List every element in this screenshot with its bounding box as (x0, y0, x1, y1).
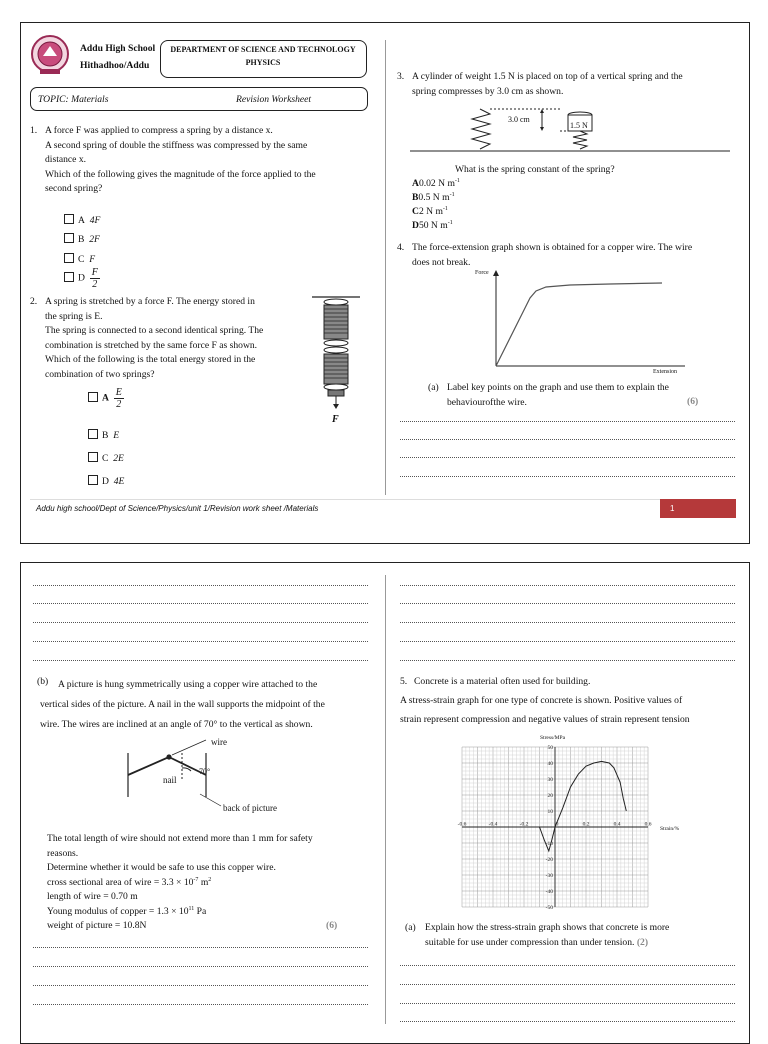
answer-line[interactable] (400, 585, 735, 586)
young-modulus-value: Young modulus of copper = $1.3 \times 10^{11}$ Pa (47, 905, 207, 917)
answer-line[interactable] (400, 622, 735, 623)
weight-value: weight of picture = 10.8N (47, 920, 147, 931)
answer-line[interactable] (33, 641, 368, 642)
answer-line[interactable] (400, 476, 735, 477)
answer-line[interactable] (33, 622, 368, 623)
answer-line[interactable] (33, 603, 368, 604)
q3-number: 3. (397, 71, 405, 82)
q2-line: combination is stretched by the same force F as shown. (45, 339, 258, 351)
q2-line: the spring is E. (45, 310, 103, 322)
q1-option-b[interactable]: B 2F (64, 233, 100, 248)
q2-option-d[interactable]: D 4E (88, 475, 124, 490)
x-tick-label: -0.4 (488, 821, 498, 828)
answer-line[interactable] (400, 1021, 735, 1022)
q1-text (45, 124, 365, 197)
department-title: DEPARTMENT OF SCIENCE AND TECHNOLOGY (170, 45, 356, 54)
x-tick-label: -0.2 (519, 821, 529, 828)
graph-y-label: Force (475, 270, 489, 276)
q1-option-d[interactable]: D $\frac{F}{2}$ (64, 267, 100, 290)
answer-line[interactable] (33, 660, 368, 661)
answer-line[interactable] (400, 457, 735, 458)
q4-part-a-line: Label key points on the graph and use them to explain the (447, 382, 669, 393)
y-tick-label: -30 (545, 873, 553, 879)
checkbox[interactable] (88, 452, 98, 462)
q3-question: What is the spring constant of the spring? (455, 164, 615, 175)
y-tick-label: 30 (547, 777, 553, 783)
answer-line[interactable] (33, 1004, 368, 1005)
x-tick-label: 0.6 (644, 821, 652, 828)
q3-option-d[interactable]: D50 N $m^{-1}$ (412, 219, 453, 231)
answer-line[interactable] (400, 965, 735, 966)
graph-x-label: Extension (653, 369, 677, 375)
q2-option-a[interactable]: A $\frac{E}{2}$ (88, 387, 124, 410)
x-tick-label: 0.4 (613, 821, 621, 828)
area-value: cross sectional area of wire = $3.3 \times 10^{-7}$ $m^2$ (47, 876, 212, 888)
y-tick-label: 40 (547, 761, 553, 767)
part-b-info-line: The total length of wire should not extend more than 1 mm for safety (47, 833, 313, 844)
x-tick-label: -0.6 (457, 821, 467, 828)
q5-line-3: strain represent compression and negative values of strain represent tension (400, 714, 690, 725)
answer-line[interactable] (400, 421, 735, 422)
q3-option-a[interactable]: A0.02 N $m^{-1}$ (412, 177, 460, 189)
checkbox[interactable] (88, 475, 98, 485)
part-b-info (47, 832, 367, 934)
part-b-line: A picture is hung symmetrically using a copper wire attached to the (58, 679, 318, 690)
q1-line: A second spring of double the stiffness was compressed by the same (45, 139, 308, 151)
q4-line: The force-extension graph shown is obtained for a copper wire. The wire (412, 242, 693, 253)
worksheet-type: Revision Worksheet (236, 94, 312, 105)
q5-part-a-line: suitable for use under compression than under tension. (2) (425, 936, 649, 948)
answer-line[interactable] (33, 947, 368, 948)
fraction: $\frac{F}{2}$ (91, 267, 98, 290)
q3-option-c[interactable]: C2 N $m^{-1}$ (412, 205, 448, 217)
q4-number: 4. (397, 242, 405, 253)
school-name: Addu High School (80, 43, 156, 54)
answer-line[interactable] (400, 603, 735, 604)
q3-option-b[interactable]: B0.5 N $m^{-1}$ (412, 191, 455, 203)
page1-column-divider (385, 40, 386, 495)
part-b-info-line: Determine whether it would be safe to use this copper wire. (47, 862, 276, 873)
q2-line: Which of the following is the total energy stored in the (45, 354, 256, 365)
q1-line: second spring? (45, 183, 103, 194)
q3-line: spring compresses by 3.0 cm as shown. (412, 85, 564, 97)
school-location: Hithadhoo/Addu (80, 60, 150, 71)
y-tick-label: -10 (545, 841, 553, 847)
fraction: $\frac{E}{2}$ (115, 387, 122, 410)
y-tick-label: -40 (545, 889, 553, 895)
q4-part-a-text (447, 381, 727, 410)
x-tick-label: 0 (555, 821, 559, 828)
q1-line: Which of the following gives the magnitude of the force applied to the (45, 168, 316, 180)
length-value: length of wire = 0.70 m (47, 891, 138, 902)
q4-text (412, 241, 742, 270)
checkbox[interactable] (88, 429, 98, 439)
part-b-marks: (6) (326, 920, 338, 931)
q1-number: 1. (30, 125, 38, 136)
q2-option-b[interactable]: B E (88, 429, 119, 444)
q2-line: combination of two springs? (45, 368, 155, 380)
angle-label: 70° (199, 767, 211, 776)
q2-option-c[interactable]: C 2E (88, 452, 124, 467)
force-extension-graph (490, 268, 690, 370)
q2-line: The spring is connected to a second identical spring. The (45, 325, 264, 336)
school-logo (30, 34, 70, 76)
checkbox[interactable] (64, 233, 74, 243)
part-b-line: vertical sides of the picture. A nail in the wall supports the midpoint of the (40, 699, 325, 710)
checkbox[interactable] (64, 253, 74, 263)
q4-part-a-marks: (6) (687, 396, 699, 407)
chart-y-axis-label: Stress/MPa (540, 735, 566, 741)
q3-text (412, 70, 742, 99)
force-label: F (332, 414, 339, 425)
x-tick-label: 0.2 (582, 821, 590, 828)
y-tick-label: 20 (547, 793, 553, 799)
checkbox[interactable] (64, 214, 74, 224)
q5-part-a-marks: (2) (636, 936, 649, 948)
q4-line: does not break. (412, 256, 471, 268)
q5-part-a-text (425, 921, 740, 950)
answer-line[interactable] (33, 966, 368, 967)
q1-line: distance x. (45, 154, 87, 165)
subject-title: PHYSICS (245, 58, 281, 67)
answer-line[interactable] (33, 585, 368, 586)
answer-line[interactable] (400, 1003, 735, 1004)
q2-line: A spring is stretched by a force F. The energy stored in (45, 296, 255, 307)
stress-strain-chart (450, 735, 690, 915)
q1-option-c[interactable]: C F (64, 253, 95, 268)
nail-label: nail (163, 775, 177, 785)
answer-line[interactable] (33, 985, 368, 986)
back-of-picture-label: back of picture (223, 803, 277, 813)
q5-part-a-label: (a) (405, 922, 416, 933)
answer-line[interactable] (400, 641, 735, 642)
page2-column-divider (385, 575, 386, 1024)
q3-weight-label: 1.5 N (570, 121, 588, 130)
answer-line[interactable] (400, 660, 735, 661)
y-tick-label: -50 (545, 905, 553, 911)
checkbox[interactable] (88, 392, 98, 402)
chart-x-axis-label: Strain/% (660, 826, 680, 832)
page-number-badge (660, 499, 736, 518)
part-b-line: wire. The wires are inclined at an angle of 70° to the vertical as shown. (40, 719, 313, 730)
part-b-text (40, 675, 375, 735)
checkbox[interactable] (64, 272, 74, 282)
page-number: 1 (670, 504, 675, 513)
part-b-info-line: reasons. (47, 847, 79, 859)
footer-rule (30, 499, 660, 500)
q3-distance-label: 3.0 cm (508, 115, 530, 124)
topic: TOPIC: Materials (38, 94, 109, 105)
answer-line[interactable] (400, 439, 735, 440)
y-tick-label: 50 (547, 745, 553, 751)
q1-line: A force F was applied to compress a spring by a distance x. (45, 125, 273, 136)
answer-line[interactable] (400, 984, 735, 985)
q2-text (45, 295, 315, 382)
footer-text: Addu high school/Dept of Science/Physics/unit 1/Revision work sheet /Materials (36, 504, 319, 513)
wire-label: wire (211, 737, 227, 747)
y-tick-label: 10 (547, 809, 553, 815)
q5-line-2: A stress-strain graph for one type of concrete is shown. Positive values of (400, 695, 683, 706)
q5-number: 5. (400, 676, 408, 687)
y-tick-label: -20 (545, 857, 553, 863)
part-b-label: (b) (37, 676, 49, 687)
q4-part-a-label: (a) (428, 382, 439, 393)
q5-part-a-line: Explain how the stress-strain graph shows that concrete is more (425, 922, 670, 933)
q5-line-1: Concrete is a material often used for building. (414, 676, 591, 687)
q2-number: 2. (30, 296, 38, 307)
q4-part-a-line: behaviourofthe wire. (447, 396, 527, 408)
q3-line: A cylinder of weight 1.5 N is placed on top of a vertical spring and the (412, 71, 683, 82)
q1-option-a[interactable]: A 4F (64, 214, 100, 229)
spring-stack-diagram (306, 293, 366, 423)
